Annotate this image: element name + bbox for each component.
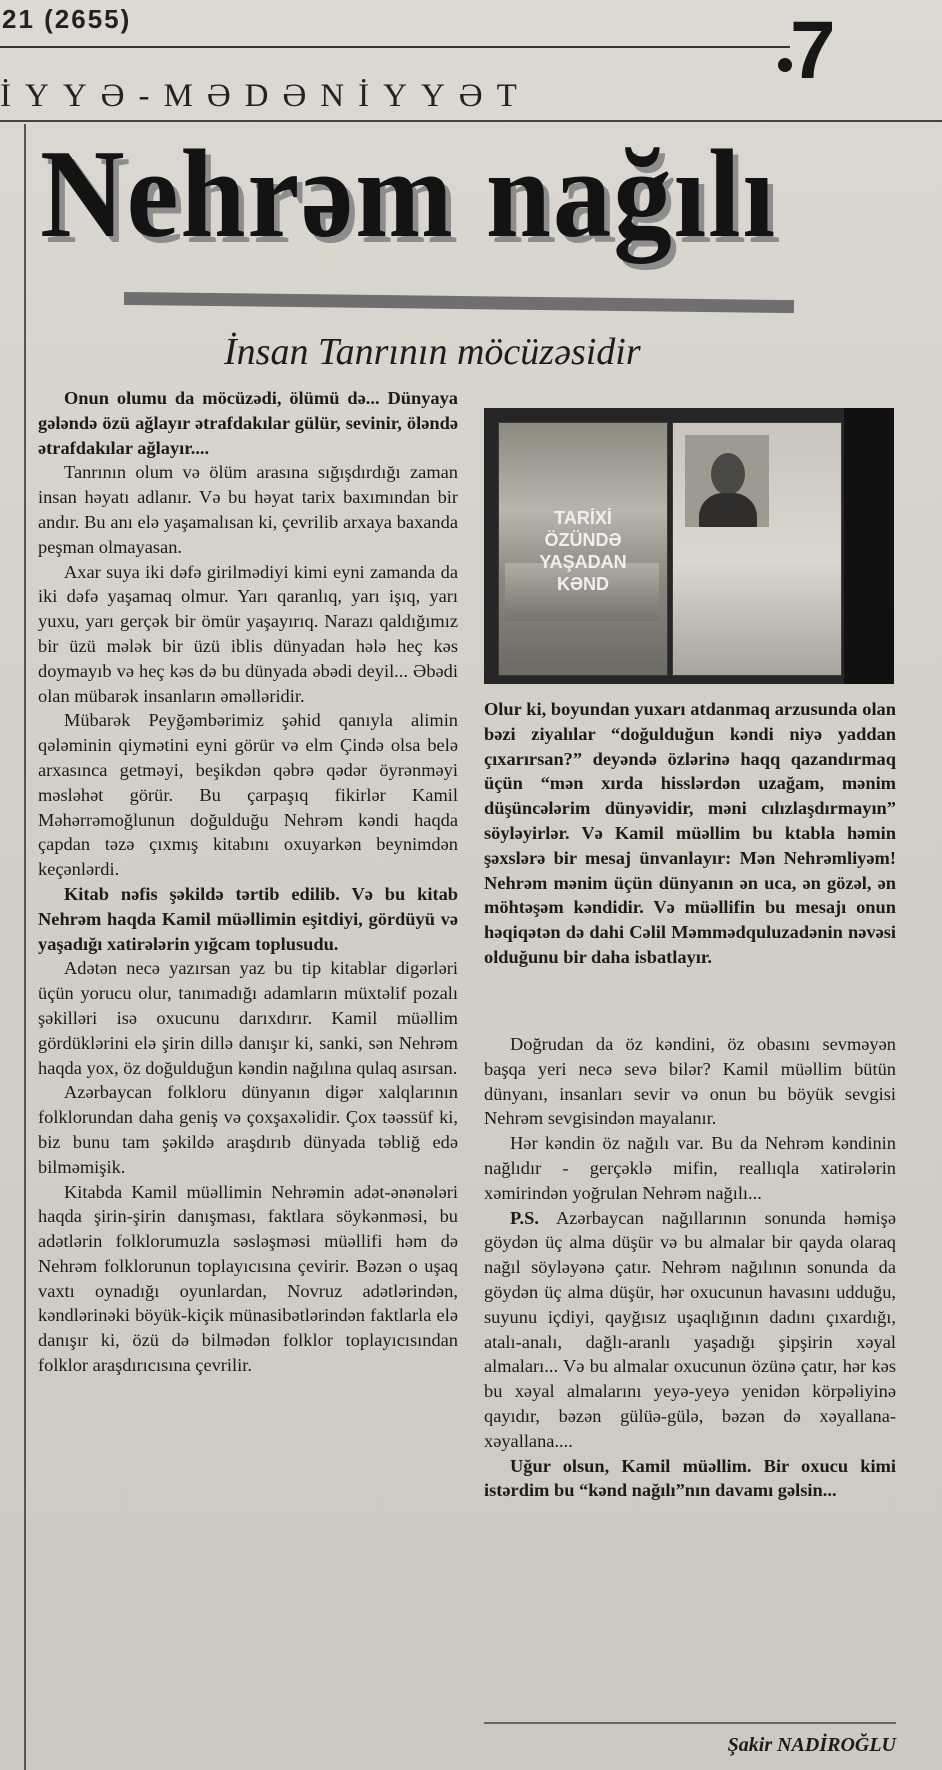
headline: Nehrəm nağılı	[40, 125, 777, 264]
top-rule	[0, 46, 790, 48]
paragraph: Azərbaycan folkloru dünyanın digər xalqlarının folklorundan daha geniş və çoxşaxəlidir. Çox təəssüf ki, biz bunu tam şəkildə araşdırıb dünyada təbliğ edə bilməmişik.	[38, 1082, 458, 1177]
issue-number: 21 (2655)	[2, 4, 132, 34]
section-title: İYYƏ-MƏDƏNİYYƏT	[0, 78, 531, 114]
portrait-body	[699, 493, 757, 527]
paragraph: Hər kəndin öz nağılı var. Bu da Nehrəm kəndinin nağlıdır - gerçəklə mifin, reallıqla xatirələrin xəmirindən yoğrulan Nehrəm nağılı...	[484, 1133, 896, 1203]
photo-shadow	[844, 408, 894, 684]
article-column-left	[38, 386, 458, 1378]
caption-text: Olur ki, boyundan yuxarı atdanmaq arzusunda olan bəzi ziyalılar “doğulduğun kəndi niyə yaddan çıxarırsan?” deyəndə özlərinə haqq qazandırmaq üçün “mən xırda hisslərdən uzağam, mənim düşüncələrim dünyəvidir, məni cılızlaşdırmayın” söyləyirlər. Və Kamil müəllim bu ktabla həmin şəxslərə bir mesaj ünvanlayır: Mən Nehrəmliyəm! Nehrəm mənim üçün dünyanın ən uca, ən gözəl, ən möhtəşəm kəndidir. Və müəllifin bu mesajı onun həqiqətən də dahi Cəlil Məmmədquluzadənin nəvəsi olduğunu bir daha isbatlayır.	[484, 699, 896, 967]
byline: Şakir NADİROĞLU	[727, 1734, 896, 1756]
author-portrait	[685, 435, 769, 527]
paragraph: Axar suya iki dəfə girilmədiyi kimi eyni zamanda da iki dəfə yaşamaq olmur. Yarı qaranlıq, yarı işıq, yarı yuxu, yarı gerçək bir ömür yaşayırıq. Narazı qaldığımız bir üzü mələk bir üzü iblis dünyadan hələ heç kəs doymayıb və heç kəs də bu dünyada əbədi deyil... Əbədi olan mübarək insanların əməlləridir.	[38, 561, 458, 706]
headline-underline	[124, 292, 794, 313]
paragraph: Adətən necə yazırsan yaz bu tip kitablar digərləri üçün yorucu olur, tanımadığı adamların müxtəlif pozalı şəkilləri isə oxucunu darıxdırır. Kamil müəllim gördüklərini elə şirin dillə danışır ki, sanki, sən Nehrəm haqda yox, öz doğulduğun kəndin nağılına qulaq asırsan.	[38, 958, 458, 1078]
book-title: TARİXİ ÖZÜNDƏ YAŞADAN KƏND	[539, 508, 627, 594]
portrait-head	[711, 453, 745, 495]
paragraph: Doğrudan da öz kəndini, öz obasını sevməyən başqa yeri necə sevə bilər? Kamil müəllim bütün dünyanı, insanları sevir və onun bu böyük sevgisi Nehrəm sevgisindən mayalanır.	[484, 1034, 896, 1129]
page-number: 7	[790, 5, 836, 96]
paragraph: Onun olumu da möcüzədi, ölümü də... Dünyaya gələndə özü ağlayır ətrafdakılar gülür, sevinir, öləndə ətrafdakılar ağlayır....	[38, 388, 458, 458]
paragraph: Tanrının olum və ölüm arasına sığışdırdığı zaman insan həyatı adlanır. Və bu həyat tarix baxımından bir andır. Bu anı elə yaşamalısan ki, çevrilib arxaya baxanda peşman olmayasan.	[38, 462, 458, 557]
paragraph	[484, 1206, 896, 1454]
article-column-right	[484, 1032, 896, 1503]
paragraph: Mübarək Peyğəmbərimiz şəhid qanıyla alimin qələminin qiymətini eyni görür və elm Çində olsa belə arxasınca getməyi, beşikdən qəbrə qədər öyrənməyi məsləhət görür. Bu çarpaşıq fikirlər Kamil Məhərrəmoğlunun doğulduğu Nehrəm kəndi haqda çapdan təzə çıxmış kitabını oxuyarkən beynimdən keçənlərdi.	[38, 710, 458, 880]
photo-caption	[484, 697, 896, 970]
book-photo	[484, 408, 894, 684]
byline-rule	[484, 1722, 896, 1724]
section-rule	[0, 120, 942, 122]
paragraph: Kitabda Kamil müəllimin Nehrəmin adət-ənənələri haqda şirin-şirin danışması, faktlara söykənməsi, bu adətlərin folklorumuzla səsləşməsi müəllifi həm də Nehrəm folklorunun toplayıcısına çevirir. Bəzən o uşaq vaxtı oynadığı oyunlardan, Novruz adətlərindən, kəndlərinəki böyük-kiçik münasibətlərindən faktlarla elə danışır ki, özü də bilmədən folklor toplayıcısından folklor araşdırıcısına çevrilir.	[38, 1181, 458, 1376]
adjacent-column-edge	[0, 124, 26, 1770]
ps-text: Azərbaycan nağıllarının sonunda həmişə göydən üç alma düşür və bu almalar bir qayda olaraq nağıl söyləyənə çatır. Nehrəm nağılının sonunda da göydən üç alma düşür, hər oxucunun havasını udduğu, suyunu içdiyi, qayğısız uşaqlığının dadını çıxardığı, atalı-analı, dağlı-aranlı yaşadığı şipşirin xəyal almaları... Və bu almalar oxucunun özünə çatır, hər kəs bu xəyal almalarını yeyə-yeyə yenidən körpəliyinə qayıdır, bəzən gülüə-gülə, bəzən də xəyallana-xəyallana....	[484, 1207, 896, 1451]
paragraph: Uğur olsun, Kamil müəllim. Bir oxucu kimi istərdim bu “kənd nağılı”nın davamı gəlsin...	[484, 1455, 896, 1501]
book-cover-front	[498, 422, 668, 676]
paragraph: Kitab nəfis şəkildə tərtib edilib. Və bu kitab Nehrəm haqda Kamil müəllimin eşitdiyi, gördüyü və yaşadığı xatirələrin yığcam toplusudu.	[38, 883, 458, 954]
subtitle: İnsan Tanrının möcüzəsidir	[224, 331, 641, 373]
book-cover-back	[672, 422, 842, 676]
ps-label: P.S.	[510, 1207, 539, 1228]
